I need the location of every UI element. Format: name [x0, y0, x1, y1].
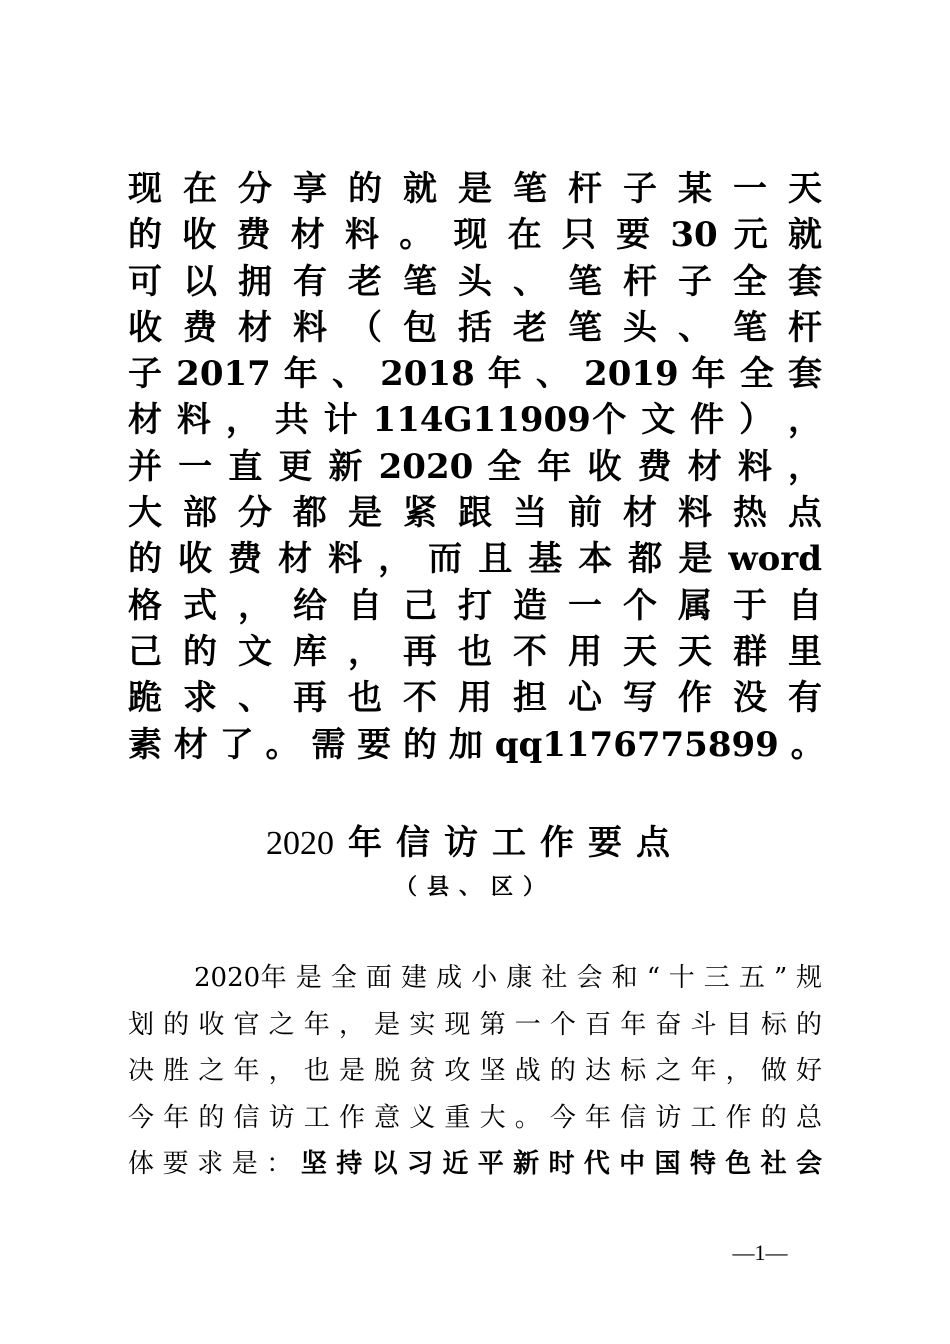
body-line: 划 的 收 官 之 年 ， 是 实 现 第 一 个 百 年 奋 斗 目 标 的 [128, 1009, 822, 1040]
promo-line: 的 收 费 材 料 。 现 在 只 要 30 元 就 [128, 215, 822, 256]
promo-paragraph [128, 166, 825, 768]
promo-line: 己 的 文 库 ， 再 也 不 用 天 天 群 里 [128, 631, 822, 672]
promo-line: 大 部 分 都 是 紧 跟 当 前 材 料 热 点 [128, 493, 822, 534]
body-line: 决 胜 之 年 ， 也 是 脱 贫 攻 坚 战 的 达 标 之 年 ， 做 好 [128, 1056, 822, 1086]
promo-line: 的 收 费 材 料 ， 而 且 基 本 都 是 word [128, 539, 822, 580]
body-line: 今 年 的 信 访 工 作 意 义 重 大 。 今 年 信 访 工 作 的 总 [128, 1102, 822, 1133]
promo-line: 并 一 直 更 新 2020 全 年 收 费 材 料 ， [128, 446, 822, 487]
promo-line: 子 2017 年 、 2018 年 、 2019 年 全 套 [128, 354, 822, 395]
promo-line: 可 以 拥 有 老 笔 头 、 笔 杆 子 全 套 [128, 261, 822, 302]
body-bold-text: 坚 持 以 习 近 平 新 时 代 中 国 特 色 社 会 [300, 1149, 822, 1179]
promo-line: 现 在 分 享 的 就 是 笔 杆 子 某 一 天 [128, 169, 822, 209]
promo-line: 材 料 ， 共 计 114G11909个 文 件 ） ， [128, 400, 822, 441]
document-title [0, 815, 950, 864]
body-line: 2020年 是 全 面 建 成 小 康 社 会 和 “ 十 三 五 ” 规 [194, 963, 822, 993]
page-number: —1— [732, 1240, 788, 1265]
body-line-last [128, 1141, 822, 1188]
promo-line: 跪 求 、 再 也 不 用 担 心 写 作 没 有 [128, 678, 822, 719]
title-text: 年信访工作要点 [348, 823, 684, 863]
body-paragraph [128, 955, 822, 1188]
title-year: 2020 [266, 825, 334, 862]
promo-line: 收 费 材 料 （ 包 括 老 笔 头 、 笔 杆 [128, 307, 822, 348]
document-subtitle: （县、区） [394, 874, 555, 900]
promo-line: 格 式 ， 给 自 己 打 造 一 个 属 于 自 [128, 585, 822, 626]
promo-line: 素 材 了 。 需 要 的 加 qq1176775899 。 [128, 724, 825, 765]
body-plain-text: 体 要 求 是 ： [128, 1149, 293, 1179]
